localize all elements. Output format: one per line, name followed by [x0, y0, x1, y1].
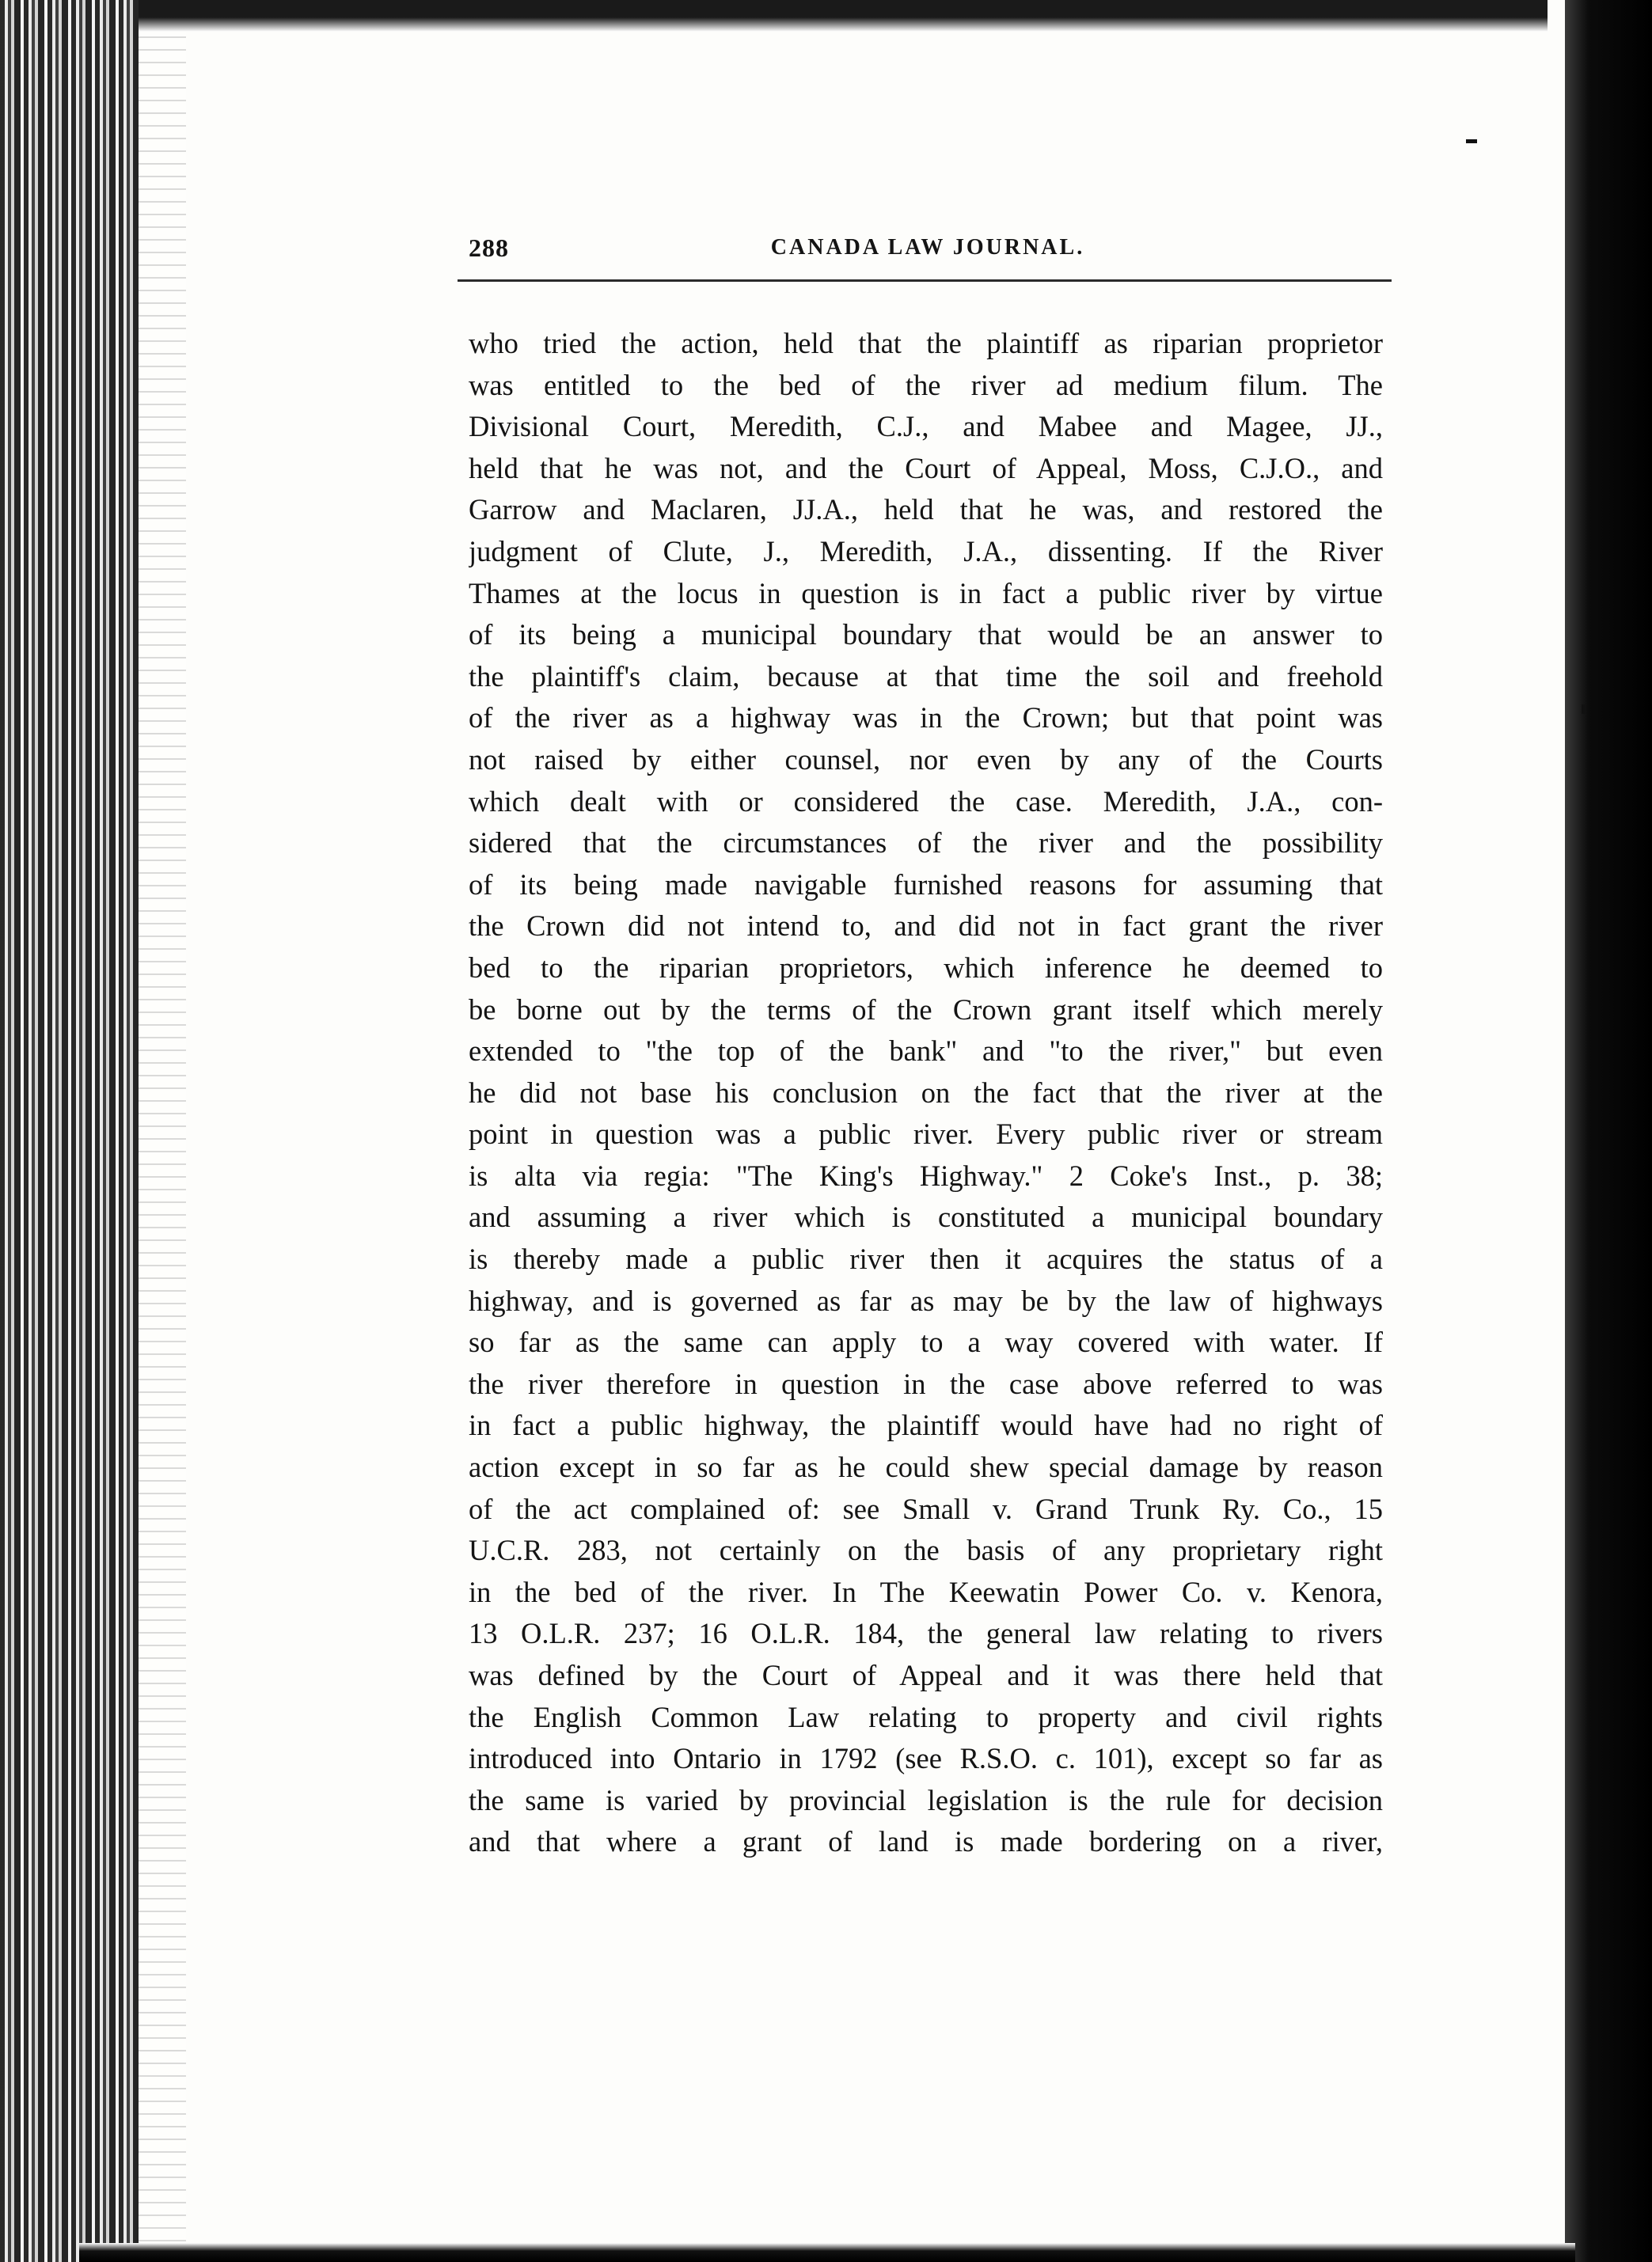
text-line: is alta via regia: "The King's Highway." 2 Coke's Inst., p. 38; [469, 1159, 1383, 1192]
text-line: Garrow and Maclaren, JJ.A., held that he was, and restored the [469, 493, 1383, 526]
header-rule [458, 279, 1392, 282]
text-line: so far as the same can apply to a way covered with water. If [469, 1326, 1383, 1359]
text-line: of the act complained of: see Small v. Grand Trunk Ry. Co., 15 [469, 1492, 1383, 1525]
top-page-edge [139, 0, 1548, 32]
book-binding-right-edge [1565, 0, 1652, 2262]
text-line: of its being a municipal boundary that would be an answer to [469, 618, 1383, 651]
text-line: the same is varied by provincial legislation is the rule for decision [469, 1783, 1383, 1816]
text-line: Thames at the locus in question is in fact a public river by virtue [469, 576, 1383, 609]
text-line: 13 O.L.R. 237; 16 O.L.R. 184, the general law relating to rivers [469, 1617, 1383, 1650]
text-line: be borne out by the terms of the Crown grant itself which merely [469, 992, 1383, 1026]
text-line: was entitled to the bed of the river ad medium filum. The [469, 368, 1383, 401]
text-line: held that he was not, and the Court of Appeal, Moss, C.J.O., and [469, 451, 1383, 484]
text-line: not raised by either counsel, nor even by any of the Courts [469, 742, 1383, 776]
text-line: who tried the action, held that the plaintiff as riparian proprietor [469, 327, 1383, 359]
text-line: the English Common Law relating to property and civil rights [469, 1700, 1383, 1733]
page-number: 288 [469, 233, 509, 262]
text-line: judgment of Clute, J., Meredith, J.A., dissenting. If the River [469, 534, 1383, 567]
page-header [469, 224, 1387, 271]
text-line: he did not base his conclusion on the fact that the river at the [469, 1076, 1383, 1109]
scan-speck [1466, 139, 1477, 143]
running-head: CANADA LAW JOURNAL. [770, 235, 1085, 260]
text-line: Divisional Court, Meredith, C.J., and Mabee and Magee, JJ., [469, 410, 1383, 443]
text-line: sidered that the circumstances of the river and the possibility [469, 826, 1383, 860]
text-line: introduced into Ontario in 1792 (see R.S.O. c. 101), except so far as [469, 1742, 1383, 1775]
scan-speck [1582, 704, 1586, 714]
text-line: the plaintiff's claim, because at that time the soil and freehold [469, 659, 1383, 693]
text-line: of the river as a highway was in the Crown; but that point was [469, 701, 1383, 734]
text-line: is thereby made a public river then it acquires the status of a [469, 1243, 1383, 1276]
text-line: of its being made navigable furnished reasons for assuming that [469, 867, 1383, 901]
bottom-page-edge [79, 2243, 1575, 2262]
text-line: the Crown did not intend to, and did not in fact grant the river [469, 909, 1383, 943]
text-line: extended to "the top of the bank" and "to the river," but even [469, 1034, 1383, 1068]
body-text [469, 323, 1383, 1863]
text-line: which dealt with or considered the case. Meredith, J.A., con- [469, 784, 1383, 818]
text-line: highway, and is governed as far as may be by the law of highways [469, 1284, 1383, 1317]
text-line: was defined by the Court of Appeal and it was there held that [469, 1659, 1383, 1691]
book-binding-left-edge [0, 0, 139, 2262]
text-line: and that where a grant of land is made bordering on a river, [469, 1825, 1383, 1858]
text-line: in the bed of the river. In The Keewatin Power Co. v. Kenora, [469, 1575, 1383, 1608]
text-line: U.C.R. 283, not certainly on the basis of any proprietary right [469, 1534, 1383, 1567]
text-line: the river therefore in question in the case above referred to was [469, 1367, 1383, 1400]
text-line: point in question was a public river. Every public river or stream [469, 1118, 1383, 1151]
text-line: bed to the riparian proprietors, which inference he deemed to [469, 951, 1383, 984]
text-line: action except in so far as he could shew special damage by reason [469, 1451, 1383, 1484]
binding-shadow [139, 0, 186, 2262]
text-line: and assuming a river which is constituted a municipal boundary [469, 1201, 1383, 1234]
text-line: in fact a public highway, the plaintiff would have had no right of [469, 1409, 1383, 1442]
